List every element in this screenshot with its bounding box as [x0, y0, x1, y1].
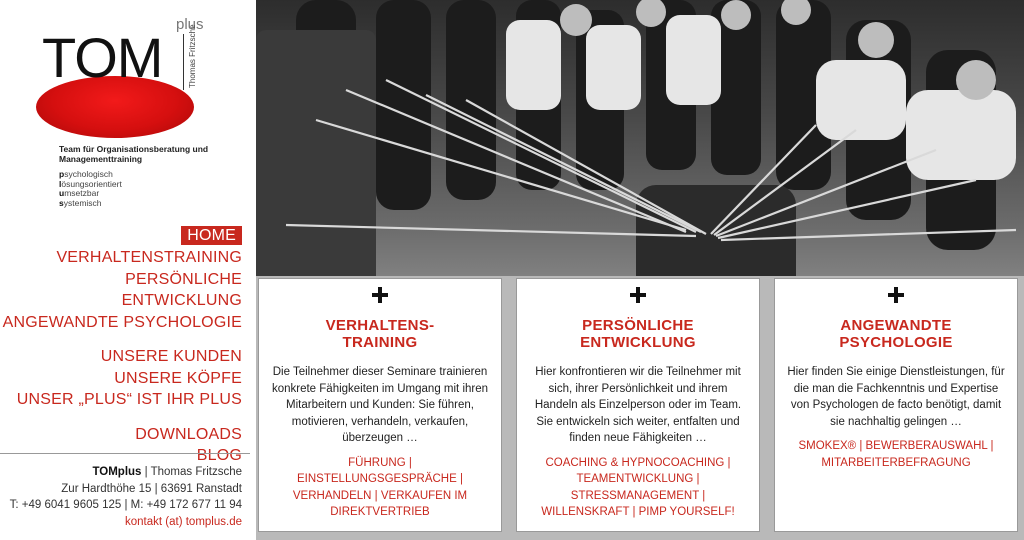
card-links[interactable]: FÜHRUNG | EINSTELLUNGSGESPRÄCHE | VERHANDELN | VERKAUFEN IM DIREKTVERTRIEB: [292, 456, 468, 518]
logo-sub-line: systemisch: [59, 197, 102, 208]
contact-person: | Thomas Fritzsche: [141, 466, 242, 478]
card-text: Hier finden Sie einige Dienstleistungen, für die man die Fachkenntnis und Expertise von Psychologen de facto benötigt, damit sie nachhaltig gelingen …: [787, 366, 1005, 428]
card-verhaltenstraining[interactable]: [258, 278, 502, 532]
card-links[interactable]: COACHING & HYPNOCOACHING | TEAMENTWICKLUNG | STRESSMANAGEMENT | WILLENSKRAFT | PIMP YOURSELF!: [541, 456, 735, 518]
nav-verhaltenstraining[interactable]: VERHALTENSTRAINING: [56, 249, 242, 266]
contact-email-link[interactable]: kontakt (at) tomplus.de: [125, 515, 242, 528]
card-title[interactable]: VERHALTENS- TRAINING: [325, 317, 435, 351]
logo-plus: plus: [176, 16, 204, 33]
card-angewandte-psychologie[interactable]: [774, 278, 1018, 532]
logo-sub-line: psychologisch: [59, 169, 113, 179]
logo-vertical-name: Thomas Fritzsche: [188, 24, 197, 88]
hero-photo: [256, 0, 1024, 300]
card-text: Hier konfrontieren wir die Teilnehmer mit sich, ihrer Persönlichkeit und ihrem Handeln als Einzelperson oder im Team. Sie entwickeln sich weiter, entfalten und finden neue Fähigkeiten …: [534, 366, 742, 444]
card-title[interactable]: ANGEWANDTE PSYCHOLOGIE: [839, 317, 953, 351]
contact-name-line: [0, 464, 242, 481]
logo-sub-line: umsetzbar: [59, 188, 100, 198]
plus-icon[interactable]: [628, 285, 648, 305]
card-links[interactable]: SMOKEX® | BEWERBERAUSWAHL | MITARBEITERBEFRAGUNG: [798, 440, 994, 469]
nav-gap: [2, 411, 242, 424]
card-persoenliche-entwicklung[interactable]: [516, 278, 760, 532]
nav-angewandte-psychologie[interactable]: ANGEWANDTE PSYCHOLOGIE: [2, 313, 242, 331]
contact-phone: T: +49 6041 9605 125 | M: +49 172 677 11 94: [9, 499, 242, 511]
nav-unsere-kunden[interactable]: UNSERE KUNDEN: [100, 348, 242, 365]
logo-subtitle: [59, 170, 122, 208]
card-text: Die Teilnehmer dieser Seminare trainieren konkrete Fähigkeiten im Umgang mit ihren Mitarbeitern und Kunden: Sie führen, motivieren, verhandeln, verkaufen, überzeugen …: [271, 366, 489, 444]
plus-icon[interactable]: [886, 285, 906, 305]
nav-unsere-koepfe[interactable]: UNSERE KÖPFE: [114, 369, 242, 387]
tomplus-logo[interactable]: [28, 8, 243, 208]
plus-icon[interactable]: [370, 285, 390, 305]
nav-home[interactable]: HOME: [181, 226, 242, 245]
contact-address: Zur Hardthöhe 15 | 63691 Ranstadt: [61, 482, 242, 495]
nav-blog[interactable]: BLOG: [196, 447, 242, 464]
logo-wordmark: TOM: [42, 26, 163, 89]
main-nav: [2, 226, 242, 467]
nav-unser-plus[interactable]: UNSER „PLUS“ IST IHR PLUS: [16, 391, 242, 408]
logo-sub-line: lösungsorientiert: [59, 178, 122, 189]
nav-gap: [2, 333, 242, 346]
contact-company: TOMplus: [92, 466, 142, 478]
nav-persoenliche-entwicklung[interactable]: PERSÖNLICHE ENTWICKLUNG: [121, 270, 242, 309]
nav-downloads[interactable]: DOWNLOADS: [135, 425, 242, 443]
logo-divider: [183, 34, 184, 90]
logo-tagline: Team für Organisationsberatung und Managementtraining: [59, 144, 209, 164]
contact-block: [0, 453, 250, 530]
hero-photo-illustration: [256, 0, 1024, 300]
sidebar: [0, 0, 250, 540]
card-title[interactable]: PERSÖNLICHE ENTWICKLUNG: [580, 317, 696, 351]
